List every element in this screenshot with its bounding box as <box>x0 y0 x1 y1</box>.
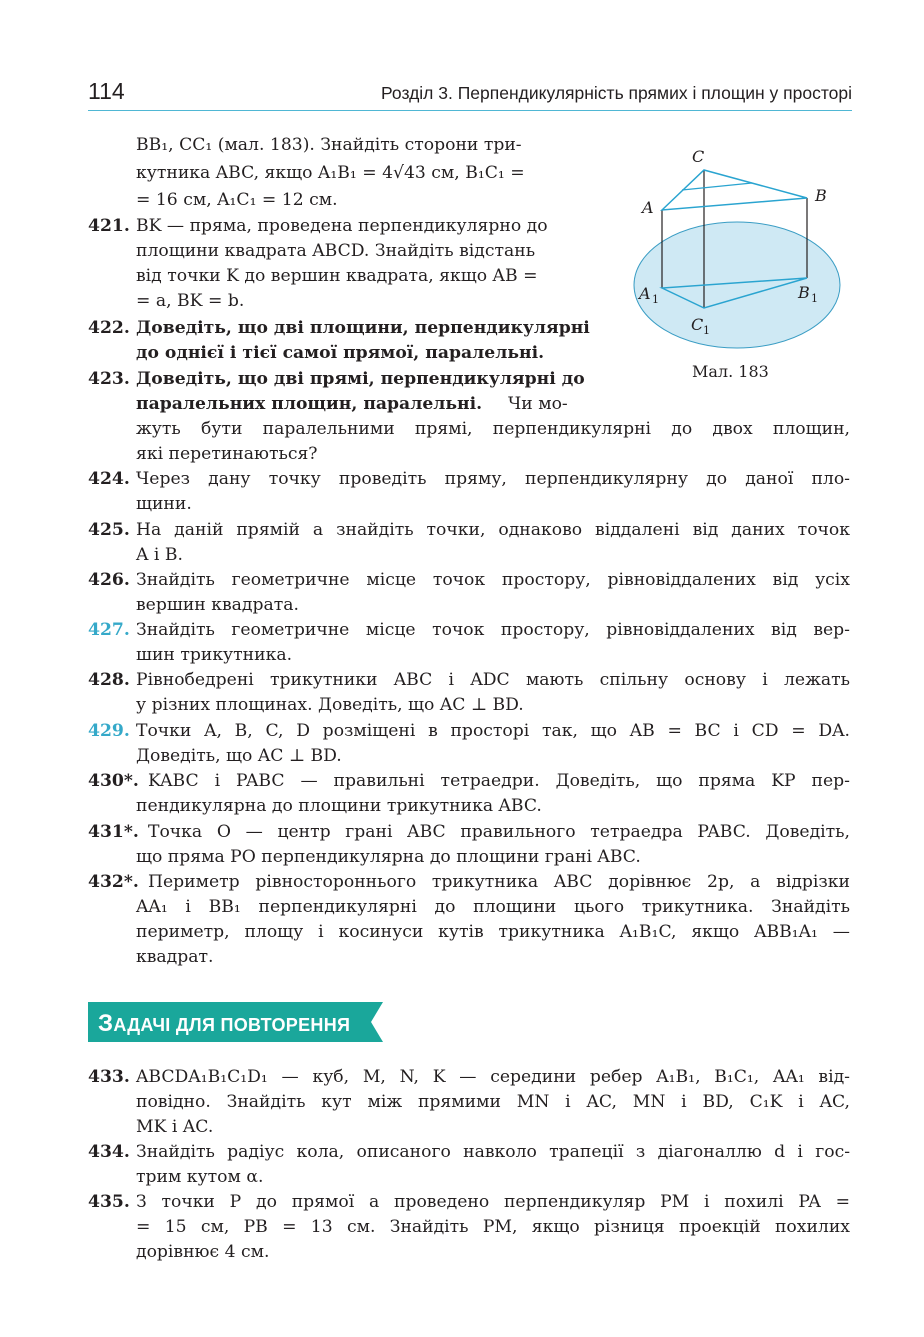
problem-number: 421. <box>88 216 130 236</box>
section-title-initial: З <box>98 1010 114 1037</box>
problem-number: 435. <box>88 1192 130 1212</box>
problem-number: 428. <box>88 670 130 690</box>
problem-number: 424. <box>88 469 130 489</box>
problem-line: AA₁ і BB₁ перпендикулярні до площини цього трикутника. Знайдіть <box>136 897 850 917</box>
label-c1-sub: 1 <box>703 324 710 337</box>
problem-line: Чи мо- <box>508 394 568 414</box>
problem-line: З точки P до прямої a проведено перпендикуляр PM і похилі PA = <box>136 1192 850 1212</box>
problem-number: 425. <box>88 520 130 540</box>
problem-number: 423. <box>88 369 130 389</box>
problem-line: Знайдіть геометричне місце точок простору, рівновіддалених від вер- <box>136 620 850 640</box>
problem-number: 431*. <box>88 822 139 842</box>
header-rule <box>88 110 852 111</box>
problem-line: шин трикутника. <box>136 645 293 665</box>
page-number: 114 <box>88 78 125 104</box>
section-title-rest: АДАЧІ ДЛЯ ПОВТОРЕННЯ <box>113 1015 351 1035</box>
problem-line: На даній прямій a знайдіть точки, однаково віддалені від даних точок <box>136 520 850 540</box>
problem-line: A і B. <box>136 545 183 565</box>
problem-line: Доведіть, що дві площини, перпендикулярні <box>136 318 590 338</box>
problem-number: 426. <box>88 570 130 590</box>
problem-line: Знайдіть геометричне місце точок простору, рівновіддалених від усіх <box>136 570 850 590</box>
problem-number: 432*. <box>88 872 139 892</box>
problem-line: які перетинаються? <box>136 444 318 464</box>
problem-line: Знайдіть радіус кола, описаного навколо трапеції з діагоналлю d і гос- <box>136 1142 850 1162</box>
problem-line: квадрат. <box>136 947 214 967</box>
label-c1: C <box>691 315 704 334</box>
problem-line: Периметр рівностороннього трикутника ABC дорівнює 2p, а відрізки <box>148 872 850 892</box>
intro-line-3: = 16 см, A₁C₁ = 12 см. <box>136 190 338 210</box>
label-a1: A <box>639 284 651 303</box>
problem-line: від точки K до вершин квадрата, якщо AB = <box>136 266 538 286</box>
problem-line: до однієї і тієї самої прямої, паралельні. <box>136 343 545 363</box>
problem-number: 422. <box>88 318 130 338</box>
problem-line: KABC і PABC — правильні тетраедри. Доведіть, що пряма KP пер- <box>148 771 850 791</box>
problem-line: Точки A, B, C, D розміщені в просторі так, що AB = BC і CD = DA. <box>136 721 850 741</box>
problem-line: Через дану точку проведіть пряму, перпендикулярну до даної пло- <box>136 469 850 489</box>
problem-line: площини квадрата ABCD. Знайдіть відстань <box>136 241 536 261</box>
problem-line: щини. <box>136 494 192 514</box>
problem-line: що пряма PO перпендикулярна до площини грані ABC. <box>136 847 641 867</box>
problem-line: Рівнобедрені трикутники ABC і ADC мають спільну основу і лежать <box>136 670 850 690</box>
chapter-title: Розділ 3. Перпендикулярність прямих і площин у просторі <box>381 83 852 103</box>
intro-line-2: кутника ABC, якщо A₁B₁ = 4√43 см, B₁C₁ = <box>136 163 525 183</box>
label-b: B <box>815 186 827 205</box>
problem-line: дорівнює 4 см. <box>136 1242 270 1262</box>
problem-line: пендикулярна до площини трикутника ABC. <box>136 796 542 816</box>
problem-line: Точка O — центр грані ABC правильного тетраедра PABC. Доведіть, <box>148 822 850 842</box>
problem-line: MK і AC. <box>136 1117 214 1137</box>
problem-number: 433. <box>88 1067 130 1087</box>
problem-line: периметр, площу і косинуси кутів трикутника A₁B₁C, якщо ABB₁A₁ — <box>136 922 850 942</box>
intro-line-1: BB₁, CC₁ (мал. 183). Знайдіть сторони три- <box>136 135 522 155</box>
label-a1-sub: 1 <box>652 293 659 306</box>
label-a: A <box>642 198 654 217</box>
prism-figure <box>622 138 852 388</box>
label-b1: B <box>798 283 810 302</box>
problem-line: повідно. Знайдіть кут між прямими MN і AC, MN і BD, C₁K і AC, <box>136 1092 850 1112</box>
problem-line: у різних площинах. Доведіть, що AC ⊥ BD. <box>136 695 524 715</box>
problem-line: Доведіть, що дві прямі, перпендикулярні до <box>136 369 585 389</box>
figure-caption: Мал. 183 <box>692 362 769 381</box>
problem-line: Доведіть, що AC ⊥ BD. <box>136 746 342 766</box>
problem-number: 434. <box>88 1142 130 1162</box>
problem-line: BK — пряма, проведена перпендикулярно до <box>136 216 548 236</box>
problem-line: ABCDA₁B₁C₁D₁ — куб, M, N, K — середини ребер A₁B₁, B₁C₁, AA₁ від- <box>136 1067 850 1087</box>
problem-number: 429. <box>88 721 130 741</box>
problem-number: 430*. <box>88 771 139 791</box>
section-title <box>98 1010 350 1038</box>
problem-line: жуть бути паралельними прямі, перпендикулярні до двох площин, <box>136 419 850 439</box>
label-c: C <box>692 147 705 166</box>
problem-line: = a, BK = b. <box>136 291 245 311</box>
problem-line: = 15 см, PB = 13 см. Знайдіть PM, якщо різниця проекцій похилих <box>136 1217 850 1237</box>
problem-line: трим кутом α. <box>136 1167 264 1187</box>
hatch-line <box>682 183 752 190</box>
problem-line: вершин квадрата. <box>136 595 299 615</box>
label-b1-sub: 1 <box>811 292 818 305</box>
problem-line: паралельних площин, паралельні. <box>136 394 483 414</box>
problem-number: 427. <box>88 620 130 640</box>
